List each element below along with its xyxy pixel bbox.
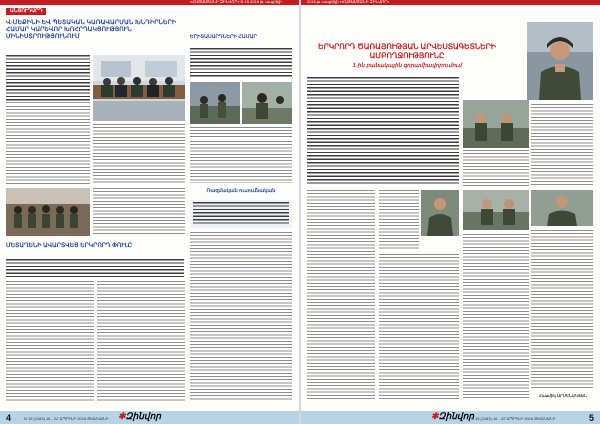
right-logo (431, 411, 474, 422)
second-article-col-2 (97, 281, 185, 401)
group-photo-image (463, 100, 529, 148)
lower-photo (463, 190, 529, 230)
left-top-bar (0, 0, 299, 5)
second-headline: ՄԵՏԱՂԵՆԻ ԱՎԱՐՏՎԵՑ ԵՐԿՐՈՐԴ ՓՈՒԼԸ (6, 243, 133, 249)
side-photo-caption (190, 127, 292, 137)
small-article-body (190, 232, 292, 401)
small-article-lead (193, 202, 289, 226)
left-page (0, 0, 299, 424)
left-top-bar-text: «ՀԱՅԱՍՏԱՆԻ ԶԻՆՎՈՐ» N 15 2016 թ. ապրիլի (190, 0, 282, 4)
group-photo (463, 100, 529, 148)
side-photo-1-image (190, 82, 240, 124)
right-top-bar (301, 0, 600, 5)
side-photo-2-image (242, 82, 292, 124)
second-article-col-1 (6, 281, 94, 401)
logo-star-icon: ✱ (118, 411, 126, 421)
right-page-number: 5 (588, 413, 594, 423)
right-top-bar-text: 2016 թ. ապրիլի «ՀԱՅԱՍՏԱՆԻ ԶԻՆՎՈՐ» (307, 0, 390, 4)
logo-star-icon: ✱ (431, 411, 439, 421)
meeting-photo-image (93, 55, 185, 121)
left-page-number: 4 (6, 413, 12, 423)
main-headline: Վ-ՄԵՔԻՆԻ ԵՎ ՊԵՏԱԿԱՆ ԿԱՌԱՎԱՐՄԱՆ ԽՆԴԻՐՆԵՐԻ ՀԱՄԱՐ ԿԱՐԵՎՈՐ ԽՈՀՐԴԱԿՑՈՒԹՅՈՒՆ ՄԻՆԻՍՏՐՈՒԹՅՈՒՆՈՒՄ (6, 19, 177, 41)
author-byline: Հասմիկ ԱՐՄԵՆԱԿՅԱՆ (539, 393, 587, 398)
right-column-4-lower (531, 230, 593, 390)
left-logo-text: Զինվոր (125, 411, 162, 421)
left-footer-note: N 15 (1183) 16 - 22 ԱՊՐԻԼԻ 2016 ԹՎԱԿԱՆԻ (24, 416, 109, 421)
right-logo-text: Զինվոր (438, 411, 475, 421)
meeting-photo (93, 55, 185, 121)
portrait-photo (527, 22, 593, 100)
left-logo (118, 411, 161, 422)
right-page (301, 0, 600, 424)
left-footer (0, 411, 299, 424)
portrait-photo-image (527, 22, 593, 100)
right-main-headline: ԵՐԿՐՈՐԴ ԾԱՌԱՅՈՒԹՅԱՆ ԱՐՎԵՍՏԱԳԵՏՆԵՐԻ ԱՄԲՈՂՋՈՒԹՅՈՒՆԸ (318, 42, 496, 60)
side-photo-2 (242, 82, 292, 124)
soldier-photo-image (421, 190, 459, 236)
side-article-lead (190, 48, 292, 78)
classroom-photo (6, 188, 90, 236)
right-sub-headline: 1-ին բանակային զորամիավորումում (352, 63, 462, 69)
right-footer (301, 411, 600, 424)
side-portrait-photo (531, 190, 593, 226)
side-portrait-photo-image (531, 190, 593, 226)
right-article-lead (307, 77, 459, 185)
article-lead (6, 55, 90, 103)
article-column-1 (6, 106, 90, 184)
small-headline: Ռազմական ուսումնական (206, 188, 276, 194)
second-article-lead (6, 259, 184, 277)
side-photo-1 (190, 82, 240, 124)
right-column-2-top (379, 190, 419, 250)
right-column-3-top (463, 150, 529, 186)
article-column-3 (93, 188, 185, 236)
right-column-1 (307, 190, 375, 400)
right-column-4 (531, 104, 593, 186)
article-column-2 (93, 124, 185, 184)
right-column-3 (463, 234, 529, 400)
soldier-photo (421, 190, 459, 236)
right-column-2 (379, 254, 459, 400)
side-headline: ԵՐԻՏԱՍԱՐԴՆԵՐԻ ՀԱՄԱՐ (190, 34, 257, 40)
side-article-body (190, 141, 292, 183)
right-footer-note: N 15 (1183) 16 - 22 ԱՊՐԻԼԻ 2016 ԹՎԱԿԱՆԻ (471, 416, 556, 421)
section-tag: ԱՆՑՈՒԴԱՐԴ (6, 8, 46, 15)
lower-photo-image (463, 190, 529, 230)
classroom-photo-image (6, 188, 90, 236)
